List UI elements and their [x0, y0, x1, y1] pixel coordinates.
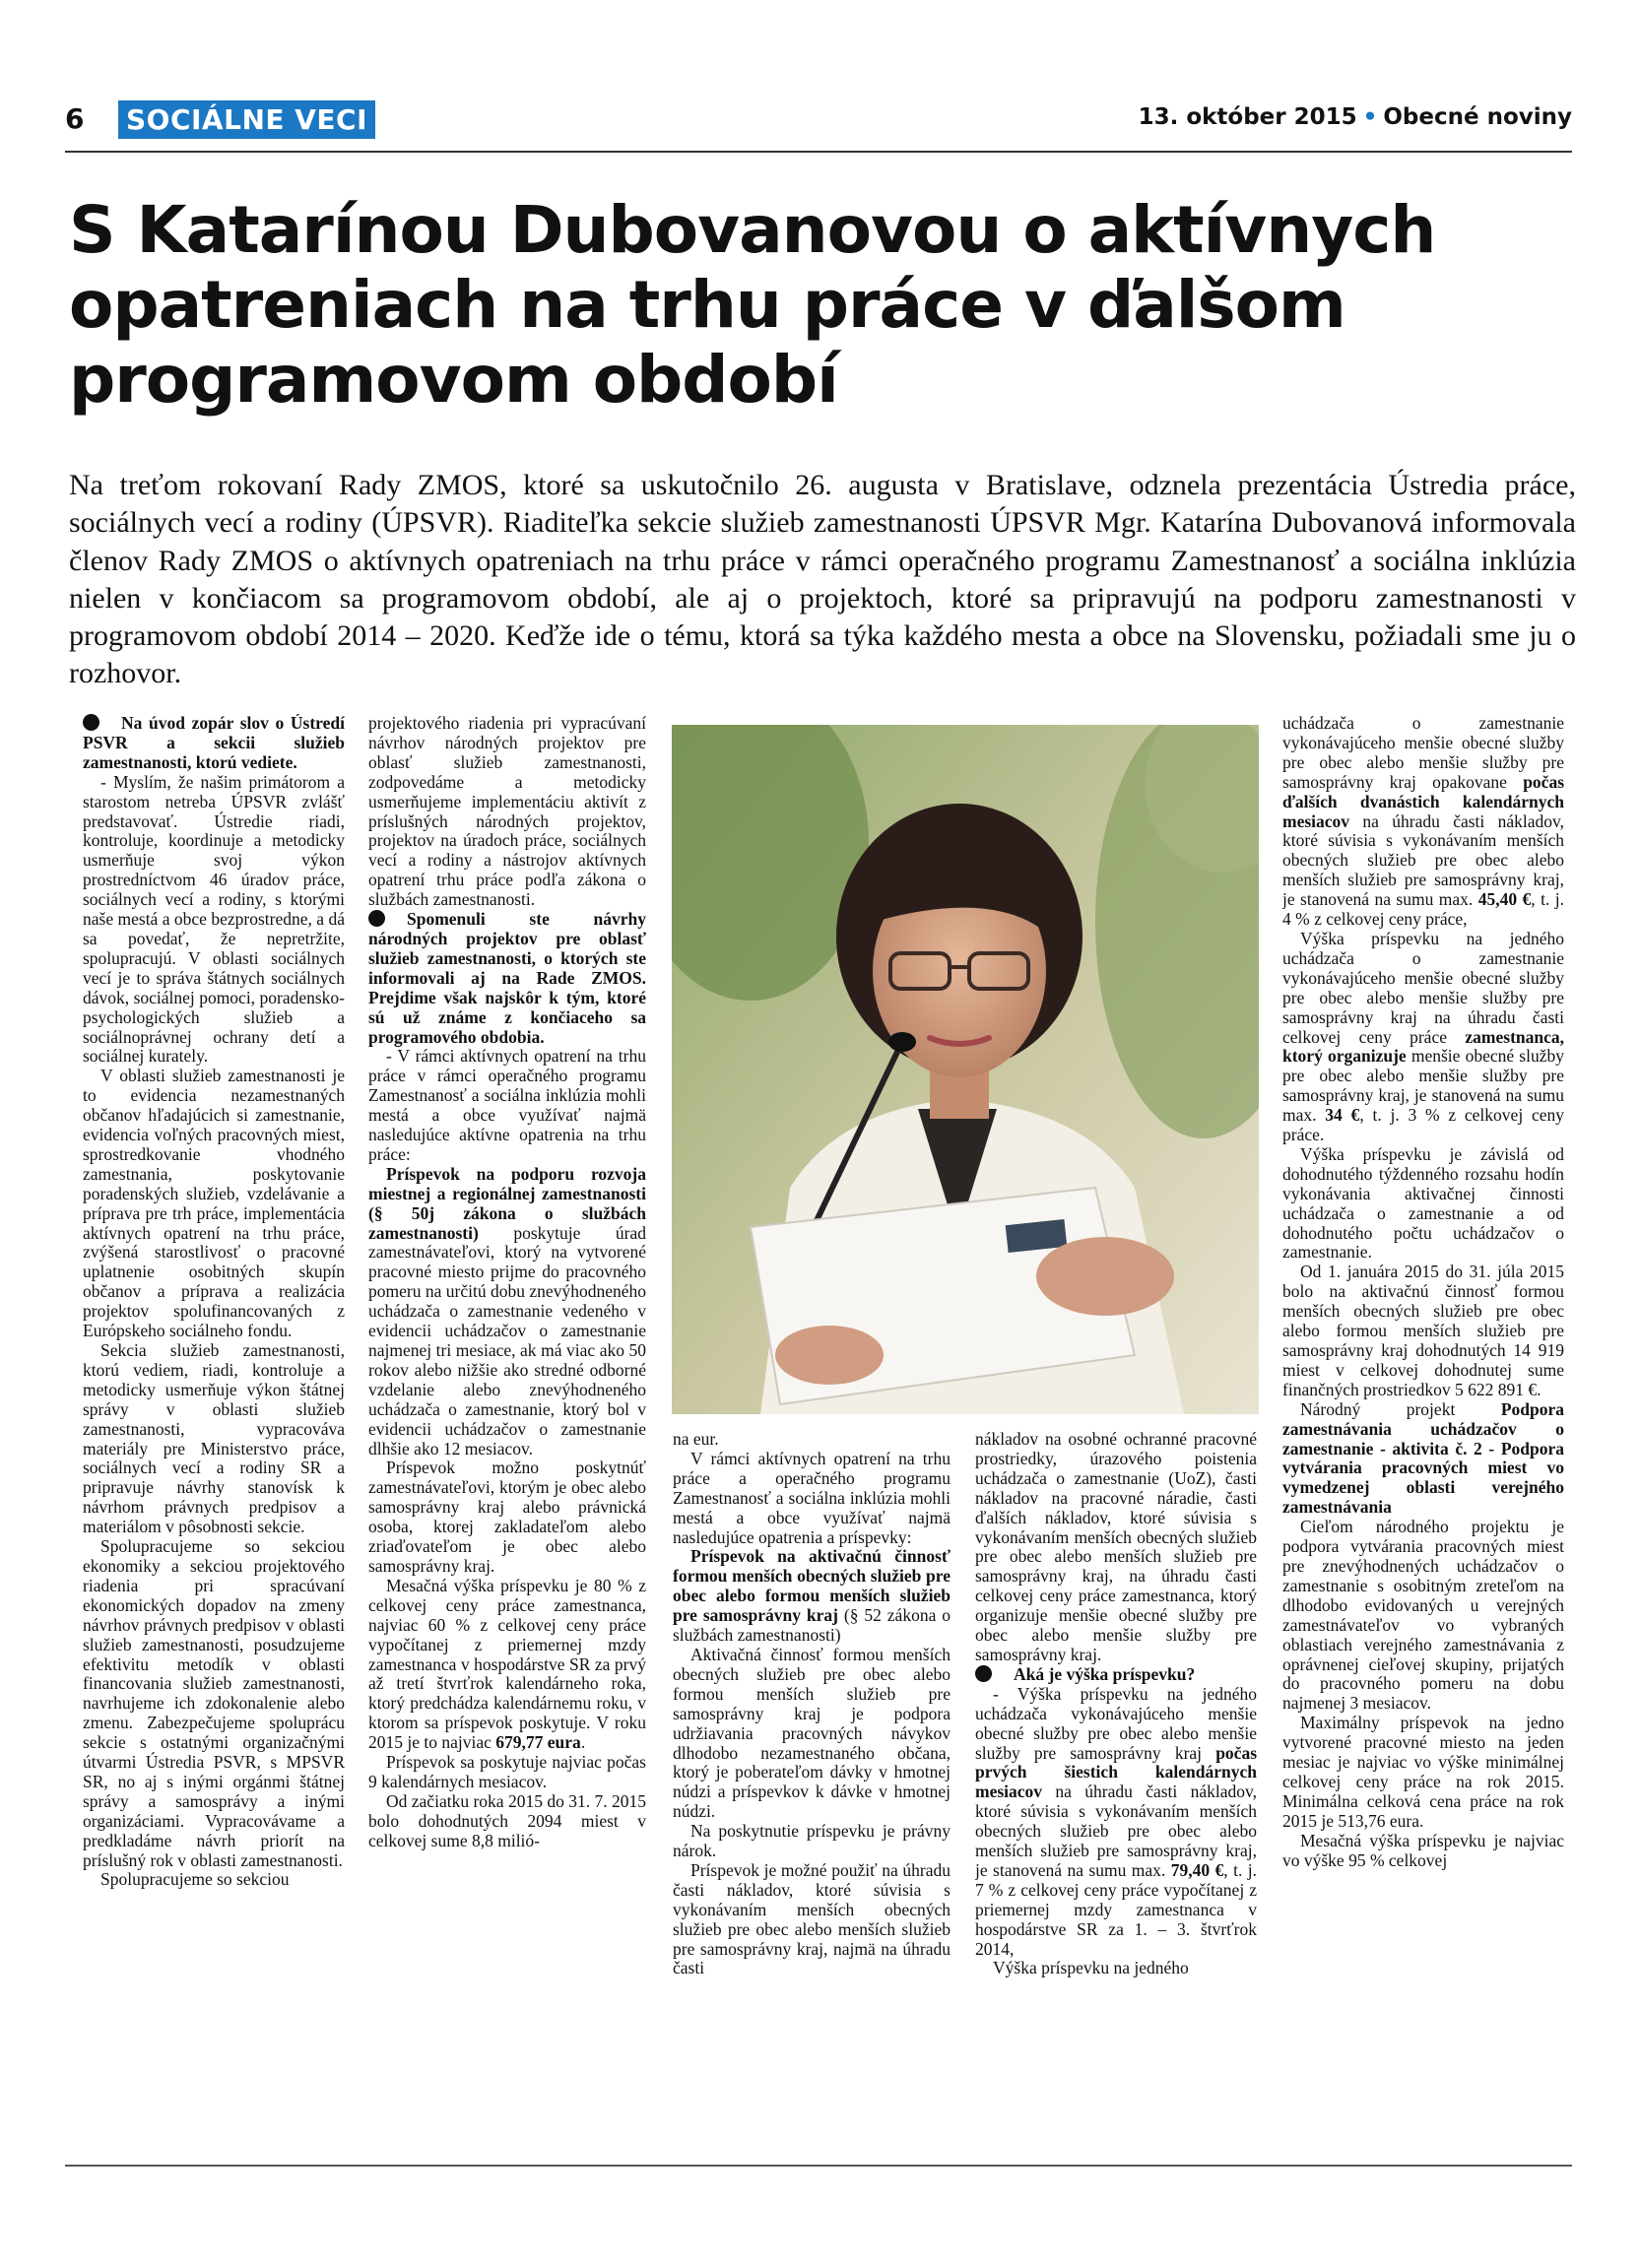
- interview-question: Na úvod zopár slov o Ústredí PSVR a sekcii služieb zamestnanosti, ktorú vediete.: [83, 714, 345, 772]
- paragraph: Od začiatku roka 2015 do 31. 7. 2015 bolo dohodnutých 2094 miest v celkovej sume 8,8 milió-: [368, 1790, 646, 1850]
- paragraph: Aktivačná činnosť formou menších obecných služieb pre obec alebo formou menších služieb pre samosprávny kraj je podpora udržiavania pracovných návykov dlhodobo nezamestnaného občana, ktorý je poberateľom dávky v hmotnej núdzi a príspevkov k dávke v hmotnej núdzi.: [673, 1644, 951, 1822]
- measure-name: Príspevok na aktivačnú činnosť formou menších obecných služieb pre obec alebo formou menších služieb pre samosprávny kraj: [673, 1546, 951, 1626]
- article-lead: Na treťom rokovaní Rady ZMOS, ktoré sa uskutočnilo 26. augusta v Bratislave, odznela prezentácia Ústredia práce, sociálnych vecí a rodiny (ÚPSVR). Riaditeľka sekcie služieb zamestnanosti ÚPSVR Mgr. Katarína Dubovanová informovala členov Rady ZMOS o aktívnych opatreniach na trhu práce v rámci operačného programu Zamestnanosť a sociálna inklúzia nielen v končiacom sa programovom období, ale aj o projektoch, ktoré sa pripravujú na podporu zamestnanosti v programovom období 2014 – 2020. Keďže ide o tému, ktorá sa týka každého mesta a obce na Slovensku, požiadali sme ju o rozhovor.: [69, 469, 1576, 690]
- header-rule: [65, 151, 1572, 153]
- text-column-2: [368, 714, 646, 2152]
- paragraph: Sekcia služieb zamestnanosti, ktorú vediem, riadi, kontroluje a metodicky usmerňuje výkon štátnej správy v oblasti služieb zamestnanosti, vypracováva materiály pre Ministerstvo práce, sociálnych vecí a rodiny SR a pripravuje návrhy stanovísk k návrhom právnych predpisov a materiálom v pôsobnosti sekcie.: [83, 1340, 345, 1537]
- interview-question: Aká je výška príspevku?: [975, 1665, 1257, 1685]
- paragraph: Výška príspevku je závislá od dohodnutého týždenného rozsahu hodín vykonávania aktivačnej činnosti uchádzača o zamestnanie a od dohodnutého počtu uchádzačov o zamestnanie.: [1282, 1143, 1564, 1263]
- paragraph: Príspevok na podporu rozvoja miestnej a regionálnej zamestnanosti (§ 50j zákona o službách zamestnanosti) poskytuje úrad zamestnávateľovi, ktorý na vytvorené pracovné miesto prijme do pracovného pomeru na určitú dobu znevýhodneného uchádzača o zamestnanie vedeného v evidencii uchádzačov o zamestnanie najmenej tri mesiace, ak má viac ako 50 rokov alebo nižšie ako stredné odborné vzdelanie alebo znevýhodneného uchádzača o zamestnanie, ktorý bol v evidencii uchádzačov o zamestnanie dlhšie ako 12 mesiacov.: [368, 1163, 646, 1458]
- paragraph: - V rámci aktívnych opatrení na trhu práce v rámci operačného programu Zamestnanosť a sociálna inklúzia mohli mestá a obce využívať najmä nasledujúce aktívne opatrenia na trhu práce:: [368, 1046, 646, 1164]
- paragraph: Na poskytnutie príspevku je právny nárok.: [673, 1821, 951, 1861]
- issue-date: 13. október 2015: [1138, 104, 1357, 130]
- paragraph: Spolupracujeme so sekciou ekonomiky a sekciou projektového riadenia pri spracúvaní ekonomických dopadov na zmeny návrhov právnych predpisov v oblasti služieb zamestnanosti, posudzujeme efektivitu metodík v oblasti financovania služieb zamestnanosti, navrhujeme ich zdokonalenie alebo zmenu. Zabezpečujeme spoluprácu sekcie s ostatnými organizačnými útvarmi Ústredia PSVR, s MPSVR SR, no aj s inými orgánmi štátnej správy a samosprávy a inými organizáciami. Vypracovávame a predkladáme návrh priorít na príslušný rok v oblasti zamestnanosti.: [83, 1536, 345, 1870]
- paragraph: uchádzača o zamestnanie vykonávajúceho menšie obecné služby pre obec alebo menšie služby pre samosprávny kraj opakovane počas ďalších dvanástich kalendárnych mesiacov na úhradu časti nákladov, ktoré súvisia s vykonávaním menších obecných služieb pre obec alebo menších služieb pre samosprávny kraj, je stanovená na sumu max. 45,40 €, t. j. 4 % z celkovej ceny práce,: [1282, 714, 1564, 930]
- issue-info: [1139, 104, 1572, 130]
- text-column-1: [83, 714, 345, 2152]
- bullet-icon: [975, 1665, 992, 1682]
- paragraph: Príspevok je možné použiť na úhradu časti nákladov, ktoré súvisia s vykonávaním menších obecných služieb pre obec alebo menších služieb pre samosprávny kraj, najmä na úhradu časti: [673, 1859, 951, 1978]
- interview-question: Spomenuli ste návrhy národných projektov pre oblasť služieb zamestnanosti, o ktorých ste informovali aj na Rade ZMOS. Prejdime však najskôr k tým, ktoré sú už známe z končiaceho sa programového obdobia.: [368, 909, 646, 1047]
- section-label: SOCIÁLNE VECI: [118, 100, 375, 139]
- publication-name: Obecné noviny: [1383, 104, 1572, 130]
- paragraph: Príspevok sa poskytuje najviac počas 9 kalendárnych mesiacov.: [368, 1752, 646, 1791]
- paragraph: - Výška príspevku na jedného uchádzača vykonávajúceho menšie obecné služby pre obec alebo menšie služby pre samosprávny kraj počas prvých šiestich kalendárnych mesiacov na úhradu časti nákladov, ktoré súvisia s vykonávaním menších obecných služieb pre obec alebo menších služieb pre samosprávny kraj, je stanovená na sumu max. 79,40 €, t. j. 7 % z celkovej ceny práce vypočítanej z priemernej mzdy zamestnanca v hospodárstve SR za 1. – 3. štvrťrok 2014,: [975, 1683, 1257, 1959]
- text-column-5: [1282, 714, 1564, 2152]
- paragraph: V oblasti služieb zamestnanosti je to evidencia nezamestnaných občanov hľadajúcich si zamestnanie, evidencia voľných pracovných miest, sprostredkovanie vhodného zamestnania, poskytovanie poradenských služieb, vzdelávanie a príprava pre trh práce, implementácia aktívnych opatrení na trhu práce, zvýšená starostlivosť o pracovné uplatnenie osobitných skupín občanov a príprava a realizácia projektov spolufinancovaných z Európskeho sociálneho fondu.: [83, 1066, 345, 1341]
- paragraph: - Myslím, že našim primátorom a starostom netreba ÚPSVR zvlášť predstavovať. Ústredie riadi, kontroluje, koordinuje a metodicky usmerňuje svoj výkon prostredníctvom 46 úradov práce, sociálnych vecí a rodiny, s ktorými naše mestá a obce bezprostredne, a dá sa povedať, že nepretržite, spolupracujú. V oblasti sociálnych vecí je to správa štátnych sociálnych dávok, sociálnej pomoci, poradensko-psychologických služieb a sociálnoprávnej ochrany detí a sociálnej kurately.: [83, 771, 345, 1067]
- separator-dot: •: [1362, 104, 1378, 130]
- paragraph: Výška príspevku na jedného: [993, 1958, 1189, 1978]
- footer-rule: [65, 2165, 1572, 2167]
- page-header: [65, 100, 1572, 142]
- paragraph: na eur.: [673, 1430, 719, 1449]
- paragraph: projektového riadenia pri vypracúvaní návrhov národných projektov pre oblasť služieb zamestnanosti, zodpovedáme a metodicky usmerňujeme implementáciu aktivít z príslušných národných projektov, projektov na úradoch práce, sociálnych vecí a rodiny a nástrojov aktívnych opatrení trhu práce podľa zákona o službách zamestnanosti.: [368, 714, 646, 910]
- paragraph: Od 1. januára 2015 do 31. júla 2015 bolo na aktivačnú činnosť formou menších obecných služieb pre obec alebo formou menších služieb pre samosprávny kraj dohodnutých 14 919 miest v celkovej dohodnutej sume finančných prostriedkov 5 622 891 €.: [1282, 1262, 1564, 1399]
- measure-name: Príspevok na podporu rozvoja miestnej a regionálnej zamestnanosti (§ 50j zákona o službách zamestnanosti): [368, 1163, 646, 1243]
- bullet-icon: [83, 714, 99, 731]
- text-column-4: [975, 1430, 1257, 2155]
- paragraph: nákladov na osobné ochranné pracovné prostriedky, úrazového poistenia uchádzača o zamestnanie (UoZ), časti nákladov na pracovné náradie, časti ďalších nákladov, ktoré súvisia s vykonávaním menších obecných služieb pre obec alebo menších služieb pre samosprávny kraj, na úhradu časti celkovej ceny práce zamestnanca, ktorý organizuje menšie obecné služby pre obec alebo menšie služby pre samosprávny kraj.: [975, 1430, 1257, 1664]
- paragraph: Mesačná výška príspevku je 80 % z celkovej ceny práce zamestnanca, najviac 60 % z celkovej ceny práce vypočítanej z priemernej mzdy zamestnanca v hospodárstve SR za prvý až tretí štvrťrok kalendárneho roka, ktorý predchádza kalendárnemu roku, v ktorom sa príspevok poskytuje. V roku 2015 je to najviac 679,77 eura.: [368, 1575, 646, 1753]
- paragraph: Príspevok možno poskytnúť zamestnávateľovi, ktorým je obec alebo samosprávny kraj alebo právnická osoba, ktorej zakladateľom alebo zriaďovateľom je obec alebo samosprávny kraj.: [368, 1458, 646, 1576]
- paragraph: Príspevok na aktivačnú činnosť formou menších obecných služieb pre obec alebo formou menších služieb pre samosprávny kraj (§ 52 zákona o službách zamestnanosti): [673, 1546, 951, 1646]
- paragraph: Maximálny príspevok na jedno vytvorené pracovné miesto na jeden mesiac je najviac vo výške minimálnej celkovej ceny práce na rok 2015. Minimálna celková cena práce na rok 2015 je 513,76 eura.: [1282, 1713, 1564, 1831]
- text-column-3: [673, 1430, 951, 2155]
- bullet-icon: [368, 910, 385, 927]
- paragraph: Cieľom národného projektu je podpora vytvárania pracovných miest pre znevýhodnených uchádzačov o zamestnanie s osobitným zreteľom na dlhodobo evidovaných u verejných zamestnávateľov vo vybraných oblastiach verejného zamestnávania z oprávnenej cieľovej skupiny, prijatých do pracovného pomeru na dobu najmenej 3 mesiacov.: [1282, 1517, 1564, 1714]
- photo-illustration: [672, 725, 1259, 1414]
- paragraph: Výška príspevku na jedného uchádzača o zamestnanie vykonávajúceho menšie obecné služby pre obec alebo menšie služby pre samosprávny kraj na úhradu časti celkovej ceny práce zamestnanca, ktorý organizuje menšie obecné služby pre obec alebo menšie služby pre samosprávny kraj, je stanovená na sumu max. 34 €, t. j. 3 % z celkovej ceny práce.: [1282, 928, 1564, 1145]
- paragraph: Mesačná výška príspevku je najviac vo výške 95 % celkovej: [1282, 1830, 1564, 1870]
- page-number: 6: [65, 102, 85, 135]
- project-name: Podpora zamestnávania uchádzačov o zamestnanie - aktivita č. 2 - Podpora vytvárania pracovných miest vo vymedzenej oblasti verejného zamestnávania: [1282, 1398, 1564, 1518]
- paragraph: Spolupracujeme so sekciou: [100, 1869, 290, 1890]
- paragraph: Národný projekt Podpora zamestnávania uchádzačov o zamestnanie - aktivita č. 2 - Podpora vytvárania pracovných miest vo vymedzenej oblasti verejného zamestnávania: [1282, 1398, 1564, 1518]
- article-headline: S Katarínou Dubovanovou o aktívnych opatreniach na trhu práce v ďalšom programovom období: [69, 192, 1436, 418]
- paragraph: V rámci aktívnych opatrení na trhu práce a operačného programu Zamestnanosť a sociálna inklúzia mohli mestá a obce využívať najmä nasledujúce opatrenia a príspevky:: [673, 1448, 951, 1547]
- article-photo: [672, 725, 1259, 1414]
